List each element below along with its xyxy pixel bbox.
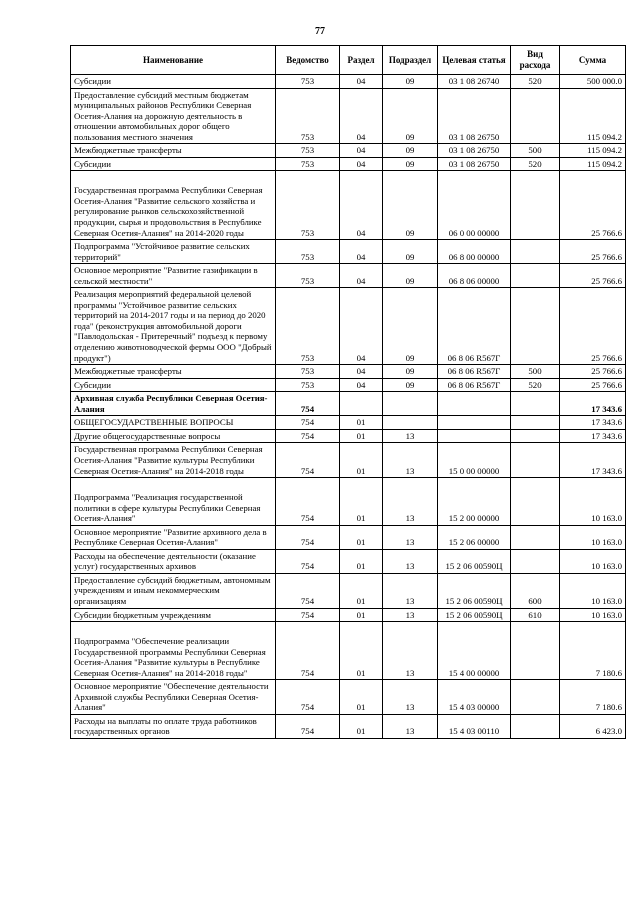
cell-vid: 600 (511, 573, 560, 608)
cell-razdel: 04 (340, 264, 383, 288)
cell-razdel: 01 (340, 525, 383, 549)
column-header-name: Наименование (71, 46, 276, 75)
cell-podrazdel: 13 (383, 478, 438, 526)
table-row (71, 157, 626, 171)
cell-name: Межбюджетные трансферты (71, 365, 276, 379)
cell-razdel: 04 (340, 378, 383, 392)
table-body (71, 75, 626, 739)
cell-razdel (340, 392, 383, 416)
cell-vid (511, 288, 560, 365)
cell-target: 15 2 06 00590Ц (438, 608, 511, 622)
cell-summa: 10 163.0 (560, 573, 626, 608)
cell-razdel: 04 (340, 75, 383, 89)
cell-podrazdel: 09 (383, 264, 438, 288)
table-row (71, 429, 626, 443)
cell-razdel: 01 (340, 416, 383, 430)
cell-vid (511, 240, 560, 264)
cell-vid (511, 443, 560, 478)
cell-target: 15 2 06 00590Ц (438, 573, 511, 608)
table-row (71, 288, 626, 365)
cell-name: Основное мероприятие "Обеспечение деятельности Архивной службы Республики Северная Осетия-Алания" (71, 680, 276, 715)
table-row (71, 478, 626, 526)
cell-vedomstvo: 754 (276, 525, 340, 549)
table-row (71, 573, 626, 608)
cell-target: 15 4 03 00110 (438, 714, 511, 738)
cell-name: Предоставление субсидий местным бюджетам муниципальных районов Республики Северная Осетия-Алания на дорожную деятельность в отношении автомобильных дорог общего пользования местного значения (71, 88, 276, 144)
column-header-vid: Вид расхода (511, 46, 560, 75)
cell-vid (511, 478, 560, 526)
column-header-razdel: Раздел (340, 46, 383, 75)
table-row (71, 549, 626, 573)
cell-razdel: 01 (340, 680, 383, 715)
cell-name: ОБЩЕГОСУДАРСТВЕННЫЕ ВОПРОСЫ (71, 416, 276, 430)
cell-target: 06 8 06 R567Г (438, 288, 511, 365)
cell-summa: 17 343.6 (560, 429, 626, 443)
cell-name: Межбюджетные трансферты (71, 144, 276, 158)
cell-summa: 25 766.6 (560, 365, 626, 379)
cell-vid (511, 680, 560, 715)
cell-vid (511, 264, 560, 288)
cell-target: 15 0 00 00000 (438, 443, 511, 478)
cell-name: Основное мероприятие "Развитие архивного дела в Республике Северная Осетия-Алания" (71, 525, 276, 549)
cell-vedomstvo: 753 (276, 288, 340, 365)
cell-name: Основное мероприятие "Развитие газификации в сельской местности" (71, 264, 276, 288)
cell-target (438, 392, 511, 416)
cell-name: Субсидии (71, 378, 276, 392)
table-row (71, 144, 626, 158)
cell-podrazdel: 13 (383, 549, 438, 573)
cell-name: Архивная служба Республики Северная Осетия-Алания (71, 392, 276, 416)
cell-summa: 25 766.6 (560, 264, 626, 288)
cell-summa: 25 766.6 (560, 171, 626, 240)
table-row (71, 680, 626, 715)
cell-target: 03 1 08 26750 (438, 88, 511, 144)
cell-target: 15 4 03 00000 (438, 680, 511, 715)
cell-vid (511, 549, 560, 573)
cell-target: 06 8 06 00000 (438, 264, 511, 288)
cell-target: 15 2 06 00590Ц (438, 549, 511, 573)
cell-podrazdel: 09 (383, 144, 438, 158)
cell-vid: 500 (511, 144, 560, 158)
table-row (71, 714, 626, 738)
cell-razdel: 04 (340, 288, 383, 365)
cell-vedomstvo: 753 (276, 88, 340, 144)
cell-vid: 520 (511, 75, 560, 89)
cell-podrazdel: 09 (383, 365, 438, 379)
column-header-summa: Сумма (560, 46, 626, 75)
table-row (71, 443, 626, 478)
cell-vid: 500 (511, 365, 560, 379)
table-row (71, 378, 626, 392)
cell-vedomstvo: 753 (276, 75, 340, 89)
cell-vedomstvo: 753 (276, 240, 340, 264)
cell-summa: 6 423.0 (560, 714, 626, 738)
cell-summa: 115 094.2 (560, 157, 626, 171)
cell-podrazdel: 09 (383, 171, 438, 240)
column-header-vedomstvo: Ведомство (276, 46, 340, 75)
cell-razdel: 01 (340, 549, 383, 573)
cell-vedomstvo: 753 (276, 157, 340, 171)
table-row (71, 264, 626, 288)
cell-name: Расходы на обеспечение деятельности (оказание услуг) государственных архивов (71, 549, 276, 573)
cell-podrazdel: 09 (383, 378, 438, 392)
cell-razdel: 01 (340, 714, 383, 738)
table-row (71, 416, 626, 430)
table-row (71, 75, 626, 89)
cell-podrazdel: 09 (383, 75, 438, 89)
cell-summa: 500 000.0 (560, 75, 626, 89)
cell-target: 15 2 06 00000 (438, 525, 511, 549)
cell-name: Подпрограмма "Реализация государственной политики в сфере культуры Республики Северная Осетия-Алания" (71, 478, 276, 526)
cell-summa: 10 163.0 (560, 608, 626, 622)
column-header-target: Целевая статья (438, 46, 511, 75)
cell-vedomstvo: 754 (276, 549, 340, 573)
cell-vid (511, 525, 560, 549)
cell-razdel: 01 (340, 443, 383, 478)
cell-target: 03 1 08 26750 (438, 157, 511, 171)
cell-podrazdel: 13 (383, 573, 438, 608)
cell-summa: 10 163.0 (560, 549, 626, 573)
cell-vid (511, 392, 560, 416)
table-row (71, 240, 626, 264)
cell-summa: 115 094.2 (560, 88, 626, 144)
cell-razdel: 01 (340, 573, 383, 608)
table-row (71, 608, 626, 622)
table-header (71, 46, 626, 75)
table-row (71, 88, 626, 144)
cell-podrazdel (383, 416, 438, 430)
page-number: 77 (315, 26, 325, 37)
cell-vedomstvo: 754 (276, 478, 340, 526)
cell-vedomstvo: 754 (276, 608, 340, 622)
cell-podrazdel: 13 (383, 608, 438, 622)
cell-vedomstvo: 753 (276, 144, 340, 158)
cell-target: 15 4 00 00000 (438, 622, 511, 680)
cell-vedomstvo: 754 (276, 573, 340, 608)
cell-target (438, 429, 511, 443)
cell-vedomstvo: 754 (276, 392, 340, 416)
cell-name: Субсидии (71, 75, 276, 89)
cell-podrazdel: 09 (383, 157, 438, 171)
cell-vid: 520 (511, 157, 560, 171)
cell-summa: 25 766.6 (560, 288, 626, 365)
cell-target: 03 1 08 26740 (438, 75, 511, 89)
cell-razdel: 01 (340, 608, 383, 622)
cell-podrazdel: 13 (383, 443, 438, 478)
cell-summa: 25 766.6 (560, 378, 626, 392)
cell-name: Подпрограмма "Обеспечение реализации Государственной программы Республики Северная Осетия-Алания "Развитие культуры в Республике Северная Осетия-Алания" на 2014-2018 годы" (71, 622, 276, 680)
cell-summa: 17 343.6 (560, 443, 626, 478)
cell-target: 06 8 00 00000 (438, 240, 511, 264)
cell-target: 06 0 00 00000 (438, 171, 511, 240)
table-row (71, 392, 626, 416)
cell-vedomstvo: 754 (276, 714, 340, 738)
cell-name: Государственная программа Республики Северная Осетия-Алания "Развитие сельского хозяйства и регулирование рынков сельскохозяйственной продукции, сырья и продовольствия в Республике Северная Осетия-Алания" на 2014-2020 годы (71, 171, 276, 240)
cell-podrazdel (383, 392, 438, 416)
cell-summa: 17 343.6 (560, 416, 626, 430)
cell-name: Государственная программа Республики Северная Осетия-Алания "Развитие культуры Республики Северная Осетия-Алания" на 2014-2018 годы (71, 443, 276, 478)
cell-razdel: 04 (340, 157, 383, 171)
cell-vid (511, 416, 560, 430)
cell-name: Предоставление субсидий бюджетным, автономным учреждениям и иным некоммерческим организациям (71, 573, 276, 608)
cell-vedomstvo: 754 (276, 429, 340, 443)
cell-razdel: 04 (340, 144, 383, 158)
cell-name: Подпрограмма "Устойчивое развитие сельских территорий" (71, 240, 276, 264)
cell-name: Субсидии (71, 157, 276, 171)
cell-summa: 7 180.6 (560, 680, 626, 715)
cell-vedomstvo: 754 (276, 416, 340, 430)
cell-razdel: 01 (340, 622, 383, 680)
cell-podrazdel: 09 (383, 88, 438, 144)
cell-target: 03 1 08 26750 (438, 144, 511, 158)
table-header-row (71, 46, 626, 75)
budget-table (70, 45, 626, 739)
column-header-podrazdel: Подраздел (383, 46, 438, 75)
table-row (71, 171, 626, 240)
cell-vedomstvo: 753 (276, 378, 340, 392)
cell-name: Реализация мероприятий федеральной целевой программы "Устойчивое развитие сельских территорий на 2014-2017 годы и на период до 2020 года" (реконструкция автомобильной дороги "Павлодольская - Притеречный" подъезд к первому отделению животноводческой фермы ООО "Добрый продукт") (71, 288, 276, 365)
cell-summa: 10 163.0 (560, 525, 626, 549)
cell-summa: 25 766.6 (560, 240, 626, 264)
cell-vid (511, 714, 560, 738)
cell-podrazdel: 13 (383, 429, 438, 443)
cell-vid (511, 622, 560, 680)
cell-summa: 115 094.2 (560, 144, 626, 158)
cell-vid (511, 171, 560, 240)
cell-target: 06 8 06 R567Г (438, 365, 511, 379)
cell-razdel: 04 (340, 88, 383, 144)
cell-podrazdel: 13 (383, 680, 438, 715)
cell-name: Расходы на выплаты по оплате труда работников государственных органов (71, 714, 276, 738)
cell-razdel: 01 (340, 478, 383, 526)
cell-vedomstvo: 753 (276, 264, 340, 288)
cell-podrazdel: 13 (383, 714, 438, 738)
cell-target: 06 8 06 R567Г (438, 378, 511, 392)
cell-razdel: 04 (340, 171, 383, 240)
cell-razdel: 04 (340, 365, 383, 379)
cell-podrazdel: 13 (383, 525, 438, 549)
cell-vedomstvo: 754 (276, 443, 340, 478)
cell-summa: 17 343.6 (560, 392, 626, 416)
cell-podrazdel: 09 (383, 240, 438, 264)
cell-summa: 10 163.0 (560, 478, 626, 526)
cell-vid (511, 429, 560, 443)
cell-razdel: 01 (340, 429, 383, 443)
cell-vedomstvo: 753 (276, 171, 340, 240)
cell-vid: 610 (511, 608, 560, 622)
cell-vedomstvo: 754 (276, 680, 340, 715)
table-row (71, 622, 626, 680)
table-row (71, 365, 626, 379)
cell-name: Субсидии бюджетным учреждениям (71, 608, 276, 622)
cell-podrazdel: 09 (383, 288, 438, 365)
cell-vedomstvo: 753 (276, 365, 340, 379)
cell-vid (511, 88, 560, 144)
cell-podrazdel: 13 (383, 622, 438, 680)
cell-target (438, 416, 511, 430)
cell-summa: 7 180.6 (560, 622, 626, 680)
cell-target: 15 2 00 00000 (438, 478, 511, 526)
table-row (71, 525, 626, 549)
cell-vedomstvo: 754 (276, 622, 340, 680)
cell-vid: 520 (511, 378, 560, 392)
cell-name: Другие общегосударственные вопросы (71, 429, 276, 443)
cell-razdel: 04 (340, 240, 383, 264)
